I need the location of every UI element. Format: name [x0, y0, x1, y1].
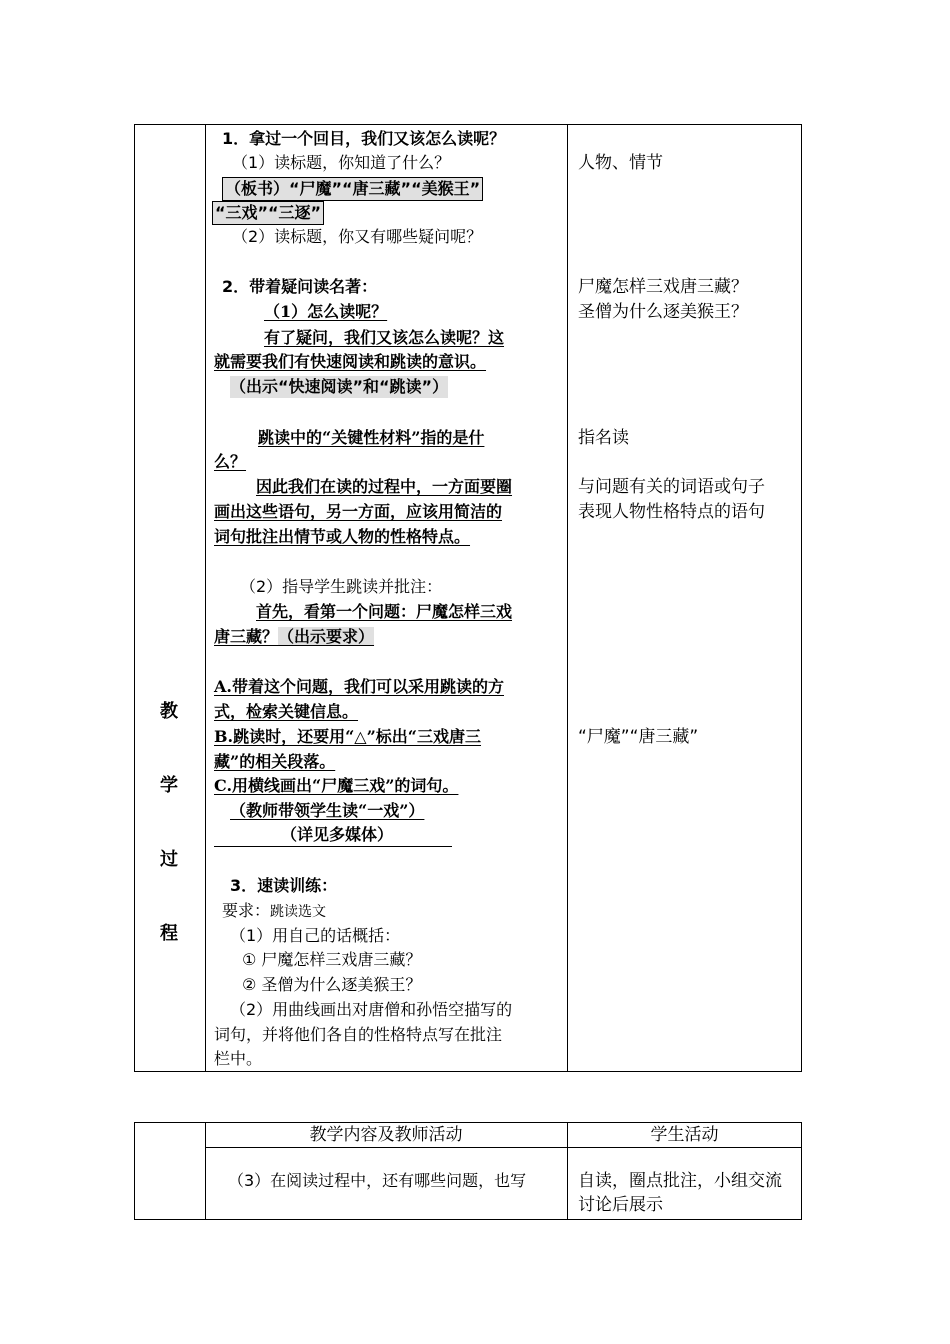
section-2-title: 2．带着疑问读名著： [222, 277, 378, 296]
section-3-question-1a: ① 尸魔怎样三戏唐三藏？ [242, 950, 422, 969]
section-3-question-1b: ② 圣僧为什么逐美猴王？ [242, 975, 422, 994]
table2-student-text: 讨论后展示 [578, 1195, 663, 1215]
instruction-c: C.用横线画出“尸魔三戏”的词句。 [214, 776, 459, 795]
requirement-label: 要求： [222, 901, 271, 920]
paragraph-line [214, 626, 374, 648]
paragraph-text: 唐三藏？ [214, 627, 279, 646]
section-1-title: 1．拿过一个回目，我们又该怎么读呢？ [222, 129, 506, 148]
section-3-question-1: （1）用自己的话概括： [230, 926, 401, 945]
media-note-text: （详见多媒体） [280, 825, 393, 844]
section-3-question-2-line: 栏中。 [214, 1049, 263, 1068]
header-teaching-content: 教学内容及教师活动 [309, 1125, 463, 1145]
requirement-text: 跳读选文 [270, 904, 327, 920]
paragraph-line: 首先，看第一个问题：尸魔怎样三戏 [256, 602, 513, 621]
section-2-sub-1: （1）怎么读呢？ [264, 302, 388, 321]
board-note-line-2: “三戏”“三逐” [212, 201, 324, 225]
section-2-sub-2: （2）指导学生跳读并批注： [240, 577, 443, 596]
section-3-title: 3．速读训练： [230, 876, 338, 895]
media-note [214, 824, 452, 847]
side-label-char: 学 [160, 775, 178, 796]
column-divider [205, 125, 206, 1071]
student-activity-1: 人物、情节 [578, 153, 663, 173]
side-label-char: 过 [160, 849, 178, 870]
student-activity-4: 表现人物性格特点的语句 [578, 502, 765, 522]
student-activity-2: 圣僧为什么逐美猴王？ [578, 302, 748, 322]
side-label-char: 教 [160, 701, 178, 722]
section-1-question-2: （2）读标题，你又有哪些疑问呢？ [232, 227, 483, 246]
student-activity-5: “尸魔”“唐三藏” [578, 727, 699, 747]
paragraph-line: 么？ [214, 452, 247, 471]
paragraph-line: 因此我们在读的过程中，一方面要圈 [256, 477, 513, 496]
requirement-note: （出示要求） [278, 627, 375, 646]
student-activity-2: 尸魔怎样三戏唐三藏？ [578, 277, 748, 297]
student-activity-4: 与问题有关的词语或句子 [578, 477, 765, 497]
section-1-question-1: （1）读标题，你知道了什么？ [232, 153, 451, 172]
paragraph-line: 就需要我们有快速阅读和跳读的意识。 [214, 352, 487, 371]
header-student-activity: 学生活动 [650, 1125, 719, 1145]
instruction-a-line-1: A.带着这个问题，我们可以采用跳读的方 [214, 677, 504, 696]
instruction-a-line-2: 式，检索关键信息。 [214, 702, 359, 721]
header-divider [205, 1147, 801, 1148]
board-note-line-1: （板书）“尸魔”“唐三藏”“美猴王” [222, 177, 483, 201]
side-label-char: 程 [160, 923, 178, 944]
instruction-b-line-2: 藏”的相关段落。 [214, 752, 336, 771]
show-note: （出示“快速阅读”和“跳读”） [230, 377, 449, 396]
section-3-question-2-line: （2）用曲线画出对唐僧和孙悟空描写的 [230, 1000, 513, 1019]
paragraph-line: 跳读中的“关键性材料”指的是什 [258, 428, 485, 447]
table2-student-text: 自读，圈点批注，小组交流 [578, 1171, 782, 1191]
table2-content-text: （3）在阅读过程中，还有哪些问题，也写 [228, 1171, 527, 1190]
paragraph-line: 画出这些语句，另一方面，应该用简洁的 [214, 502, 503, 521]
section-3-requirement [222, 900, 326, 923]
paragraph-line: 有了疑问，我们又该怎么读呢？这 [264, 328, 505, 347]
section-3-question-2-line: 词句，并将他们各自的性格特点写在批注 [214, 1025, 503, 1044]
paragraph-line: 词句批注出情节或人物的性格特点。 [214, 527, 471, 546]
teacher-note: （教师带领学生读“一戏”） [230, 801, 425, 820]
student-activity-3: 指名读 [578, 428, 629, 448]
instruction-b-line-1: B.跳读时，还要用“△”标出“三戏唐三 [214, 727, 482, 746]
column-divider [567, 125, 568, 1071]
